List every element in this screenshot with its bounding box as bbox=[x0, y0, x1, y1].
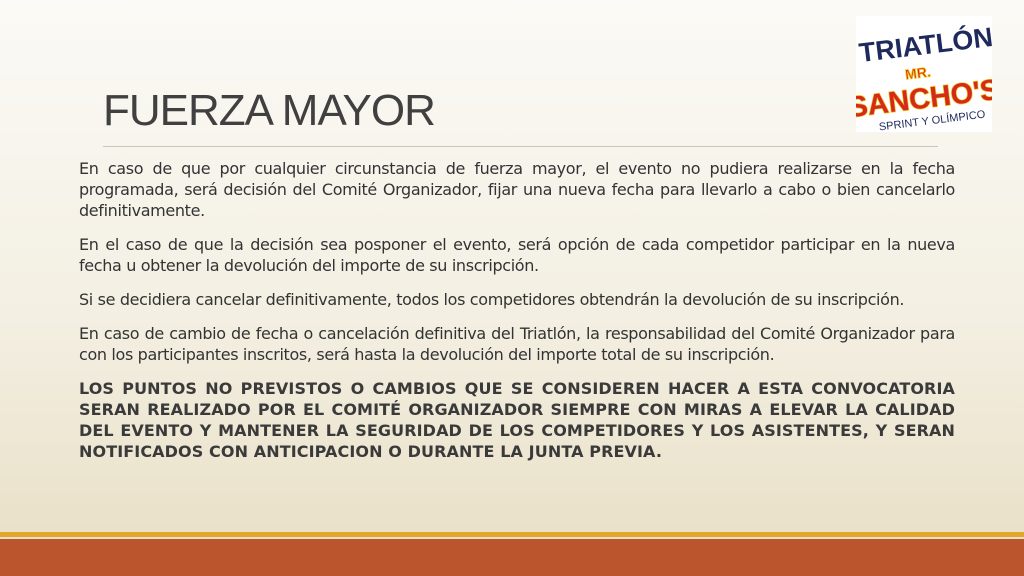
triatlon-logo bbox=[856, 16, 992, 132]
logo-triatlon-text: TRIATLÓN bbox=[857, 21, 992, 69]
logo-sanchos-text: SANCHO'S bbox=[856, 73, 992, 125]
paragraph-cancel: Si se decidiera cancelar definitivamente, todos los competidores obtendrán la devolución de su inscripción. bbox=[79, 290, 905, 309]
slide-body bbox=[79, 158, 955, 475]
logo-subtitle-text: SPRINT Y OLÍMPICO bbox=[878, 108, 986, 132]
slide-title: FUERZA MAYOR bbox=[103, 86, 435, 135]
paragraph-unforeseen-notice: LOS PUNTOS NO PREVISTOS O CAMBIOS QUE SE CONSIDEREN HACER A ESTA CONVOCATORIA SERAN REALIZADO POR EL COMITÉ ORGANIZADOR SIEMPRE CON MIRAS A ELEVAR LA CALIDAD DEL EVENTO Y MANTENER LA SEGURIDAD DE LOS COMPETIDORES Y LOS ASISTENTES, Y SERAN NOTIFICADOS CON ANTICIPACION O DURANTE LA JUNTA PREVIA. bbox=[79, 379, 955, 461]
footer-bar bbox=[0, 539, 1024, 576]
paragraph-force-majeure: En caso de que por cualquier circunstancia de fuerza mayor, el evento no pudiera realizarse en la fecha programada, será decisión del Comité Organizador, fijar una nueva fecha para llevarlo a cabo o bien cancelarlo definitivamente. bbox=[79, 159, 955, 220]
paragraph-postpone: En el caso de que la decisión sea posponer el evento, será opción de cada competidor participar en la nueva fecha u obtener la devolución del importe de su inscripción. bbox=[79, 235, 955, 275]
accent-bar bbox=[0, 532, 1024, 537]
title-divider bbox=[103, 146, 938, 147]
logo-mr-text: MR. bbox=[904, 63, 932, 83]
paragraph-responsibility: En caso de cambio de fecha o cancelación definitiva del Triatlón, la responsabilidad del Comité Organizador para con los participantes inscritos, será hasta la devolución del importe total de su inscripción. bbox=[79, 324, 955, 364]
triatlon-logo-graphic bbox=[856, 16, 992, 132]
